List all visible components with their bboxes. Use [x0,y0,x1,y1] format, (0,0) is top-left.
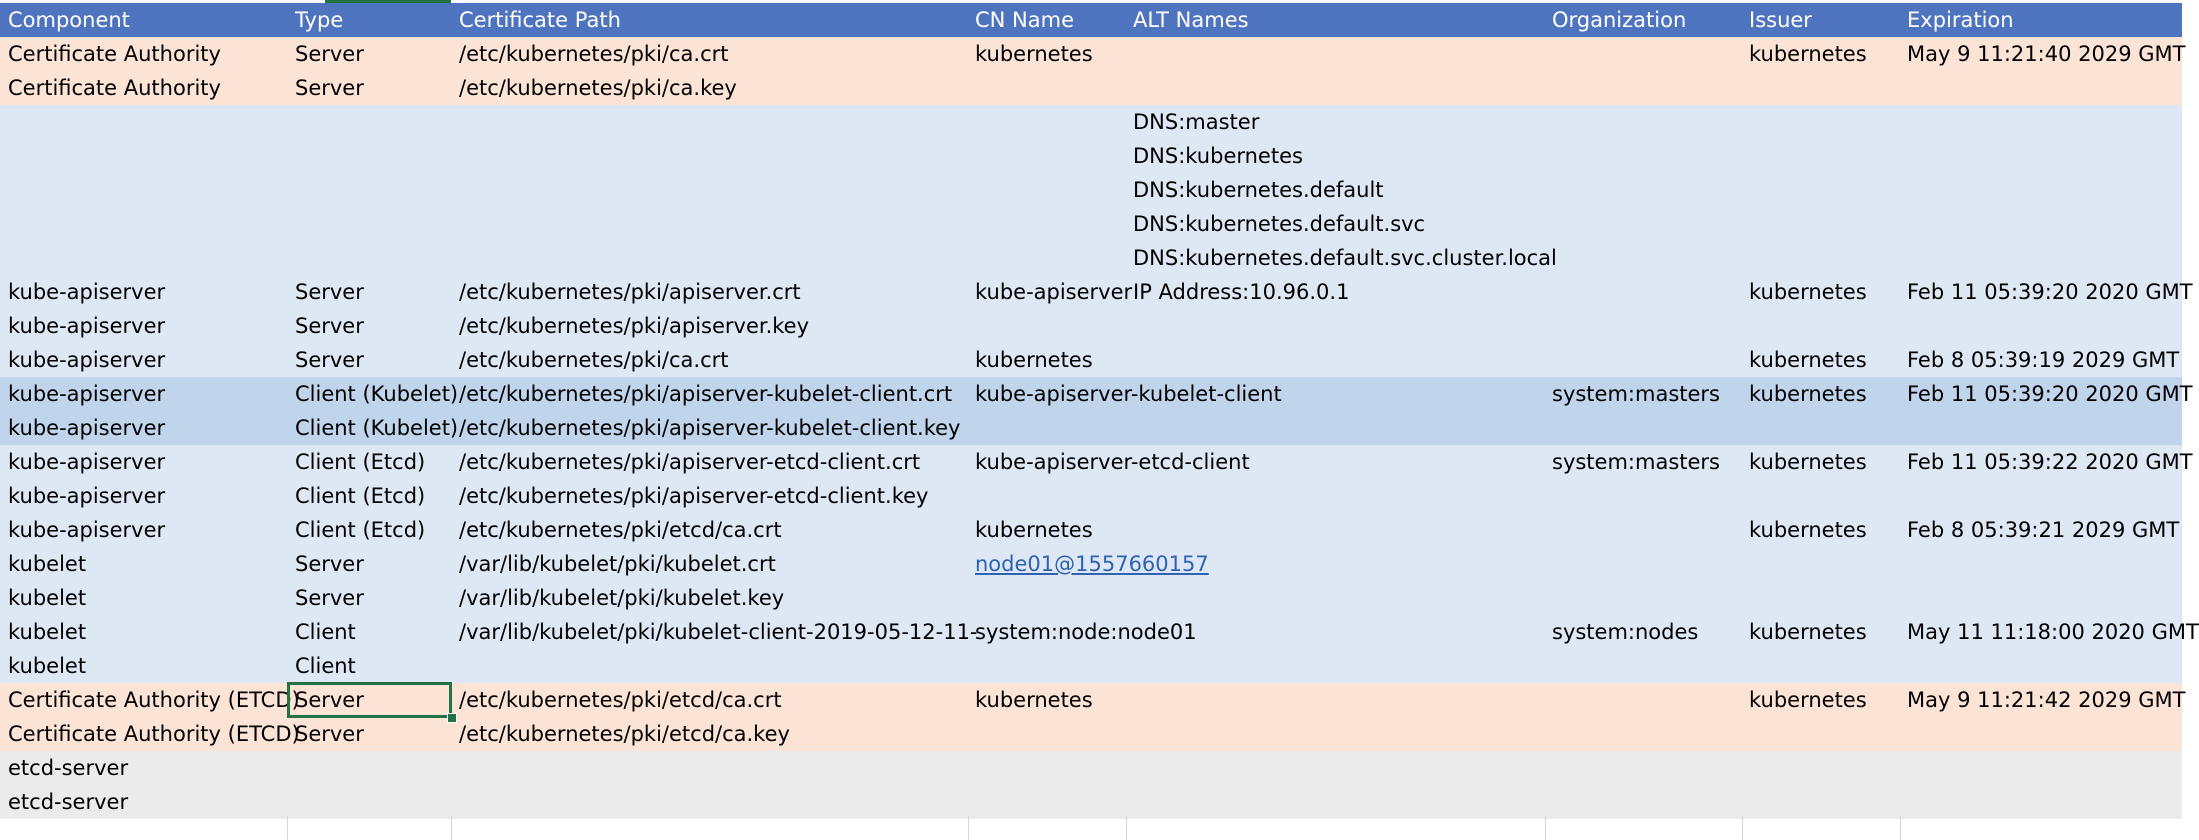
cell-issuer[interactable]: kubernetes [1749,42,1867,66]
column-gridline [451,816,452,840]
cell-cn-name[interactable] [967,717,1125,751]
cell-cn-name[interactable] [967,105,1125,139]
table-row [0,207,2182,241]
table-row [0,343,2182,377]
table-row [0,309,2182,343]
cell-type[interactable]: Server [295,552,364,576]
table-row [0,717,2182,751]
cell-type[interactable]: Server [295,586,364,610]
cell-component[interactable] [0,173,287,207]
table-row [0,275,2193,309]
cell-issuer[interactable] [1741,105,1899,139]
cell-type[interactable]: Client (Etcd) [295,518,426,542]
cell-organization[interactable] [1544,751,1741,785]
cell-organization[interactable] [1544,479,1741,513]
cell-component[interactable] [0,207,287,241]
table-row [0,615,2199,649]
column-header-organization[interactable]: Organization [1552,8,1687,32]
cell-expiration[interactable]: May 9 11:21:42 2029 GMT [1907,688,2186,712]
cell-expiration[interactable] [1899,717,2182,751]
table-row [0,479,2182,513]
cell-expiration[interactable] [1899,581,2182,615]
cell-alt-names[interactable] [1125,377,1544,411]
cell-alt-names[interactable] [1125,513,1544,547]
column-header-alt-names[interactable]: ALT Names [1133,8,1249,32]
cell-cn-name[interactable]: kube-apiserver-kubelet-client [975,382,1282,406]
column-header-type[interactable]: Type [295,8,344,32]
cell-cn-name[interactable]: kubernetes [975,518,1093,542]
cell-organization[interactable] [1544,37,1741,71]
cell-certificate-path[interactable] [451,139,967,173]
cell-organization[interactable] [1544,785,1741,819]
cell-certificate-path[interactable]: /etc/kubernetes/pki/etcd/ca.crt [459,518,782,542]
cell-type[interactable]: Server [295,42,364,66]
cell-organization[interactable]: system:masters [1552,382,1720,406]
cell-alt-names[interactable] [1125,717,1544,751]
cell-organization[interactable] [1544,173,1741,207]
cell-alt-names[interactable]: DNS:kubernetes [1133,144,1303,168]
cell-expiration[interactable] [1899,241,2182,275]
table-row [0,105,2182,139]
cell-alt-names[interactable] [1125,445,1544,479]
cell-issuer[interactable] [1741,547,1899,581]
cell-issuer[interactable] [1741,479,1899,513]
cell-cn-name[interactable]: kube-apiserver-etcd-client [975,450,1250,474]
cell-alt-names[interactable]: DNS:master [1133,110,1260,134]
cell-alt-names[interactable] [1125,343,1544,377]
cell-alt-names[interactable] [1125,479,1544,513]
cell-type[interactable] [287,173,451,207]
table-row [0,71,2182,105]
cell-type[interactable]: Client (Etcd) [295,484,426,508]
cell-certificate-path[interactable]: /etc/kubernetes/pki/ca.crt [459,42,729,66]
column-gridline [1126,816,1127,840]
cell-cn-name[interactable] [967,751,1125,785]
cell-certificate-path[interactable]: /etc/kubernetes/pki/apiserver-kubelet-client.key [459,416,961,440]
column-header-component[interactable]: Component [8,8,130,32]
cell-alt-names[interactable] [1125,37,1544,71]
cell-organization[interactable] [1544,343,1741,377]
cell-expiration[interactable]: Feb 11 05:39:22 2020 GMT [1907,450,2193,474]
cell-component[interactable]: kube-apiserver [8,280,166,304]
cell-cn-name[interactable]: system:node:node01 [975,620,1197,644]
cell-type[interactable]: Server [295,722,364,746]
cell-expiration[interactable]: May 9 11:21:40 2029 GMT [1907,42,2186,66]
column-gridline [1900,816,1901,840]
cell-organization[interactable] [1544,581,1741,615]
cell-cn-name[interactable] [967,173,1125,207]
table-row [0,173,2182,207]
table-row [0,411,2182,445]
cell-issuer[interactable] [1741,173,1899,207]
table-row [0,785,2182,819]
cell-cn-name[interactable] [967,411,1125,445]
cell-organization[interactable] [1544,309,1741,343]
table-row [0,241,2182,275]
cell-component[interactable]: kubelet [8,586,87,610]
cell-certificate-path[interactable] [451,207,967,241]
fill-handle[interactable] [447,713,457,723]
column-gridline [287,816,288,840]
cell-alt-names[interactable] [1125,411,1544,445]
cell-certificate-path[interactable]: /etc/kubernetes/pki/ca.crt [459,348,729,372]
cell-expiration[interactable]: Feb 8 05:39:19 2029 GMT [1907,348,2180,372]
cell-alt-names[interactable] [1125,615,1544,649]
cell-expiration[interactable] [1899,207,2182,241]
cell-cn-name[interactable] [967,309,1125,343]
cell-component[interactable]: Certificate Authority (ETCD) [8,688,300,712]
cell-issuer[interactable]: kubernetes [1749,280,1867,304]
cell-expiration[interactable] [1899,649,2182,683]
cell-component[interactable]: kube-apiserver [8,450,166,474]
cell-certificate-path[interactable] [451,173,967,207]
cell-organization[interactable]: system:masters [1552,450,1720,474]
cell-component[interactable]: etcd-server [8,756,129,780]
cell-alt-names[interactable]: IP Address:10.96.0.1 [1133,280,1350,304]
cell-organization[interactable] [1544,547,1741,581]
cell-cn-name[interactable]: kubernetes [975,688,1093,712]
cell-expiration[interactable] [1899,105,2182,139]
cell-issuer[interactable] [1741,309,1899,343]
cell-alt-names[interactable] [1125,309,1544,343]
cell-issuer[interactable] [1741,785,1899,819]
column-gridline [1545,816,1546,840]
cell-organization[interactable] [1544,207,1741,241]
cell-expiration[interactable] [1899,139,2182,173]
cell-issuer[interactable]: kubernetes [1749,450,1867,474]
cell-alt-names[interactable] [1125,547,1544,581]
cell-certificate-path[interactable]: /var/lib/kubelet/pki/kubelet-client-2019-05-12-11- [459,620,978,644]
cell-issuer[interactable] [1741,411,1899,445]
cell-cn-name[interactable] [967,649,1125,683]
cell-type[interactable]: Client (Kubelet) [295,382,459,406]
cell-organization[interactable] [1544,71,1741,105]
cell-expiration[interactable]: Feb 11 05:39:20 2020 GMT [1907,382,2193,406]
cell-component[interactable]: etcd-server [8,790,129,814]
cell-expiration[interactable]: Feb 11 05:39:20 2020 GMT [1907,280,2193,304]
cell-component[interactable]: kube-apiserver [8,348,166,372]
cell-issuer[interactable]: kubernetes [1749,518,1867,542]
table-row [0,547,2182,581]
cell-organization[interactable] [1544,139,1741,173]
cell-organization[interactable] [1544,411,1741,445]
cell-organization[interactable] [1544,513,1741,547]
cell-certificate-path[interactable] [451,785,967,819]
cell-alt-names[interactable] [1125,649,1544,683]
cell-component[interactable]: Certificate Authority (ETCD) [8,722,300,746]
cell-type[interactable]: Client (Kubelet) [295,416,459,440]
cell-alt-names[interactable] [1125,581,1544,615]
cell-certificate-path[interactable] [451,241,967,275]
cell-organization[interactable]: system:nodes [1552,620,1699,644]
cell-issuer[interactable] [1741,207,1899,241]
header-row [0,3,2182,37]
table-row [0,649,2182,683]
cell-certificate-path[interactable] [451,105,967,139]
cell-type[interactable] [287,241,451,275]
table-row [0,377,2193,411]
cell-certificate-path[interactable]: /etc/kubernetes/pki/apiserver-etcd-client.crt [459,450,921,474]
cell-alt-names[interactable] [1125,785,1544,819]
cell-type[interactable] [287,139,451,173]
cell-type[interactable]: Server [295,280,364,304]
cell-type[interactable] [287,785,451,819]
cell-component[interactable]: Certificate Authority [8,42,221,66]
cell-type[interactable]: Server [295,688,364,712]
cell-alt-names[interactable] [1125,71,1544,105]
table-row [0,37,2186,71]
cell-certificate-path[interactable]: /etc/kubernetes/pki/ca.key [459,76,737,100]
cell-type[interactable] [287,105,451,139]
cell-alt-names[interactable] [1125,751,1544,785]
cell-component[interactable]: kubelet [8,654,87,678]
column-header-expiration[interactable]: Expiration [1907,8,2014,32]
cell-issuer[interactable]: kubernetes [1749,688,1867,712]
cell-certificate-path[interactable] [451,649,967,683]
column-header-issuer[interactable]: Issuer [1749,8,1812,32]
cell-alt-names[interactable]: DNS:kubernetes.default.svc.cluster.local [1133,246,1557,270]
cell-certificate-path[interactable] [451,751,967,785]
cell-issuer[interactable] [1741,751,1899,785]
cell-organization[interactable] [1544,717,1741,751]
cell-component[interactable]: kubelet [8,620,87,644]
cell-cn-name[interactable] [967,207,1125,241]
cell-organization[interactable] [1544,649,1741,683]
cell-expiration[interactable] [1899,547,2182,581]
table-row [0,751,2182,785]
cell-cn-name[interactable] [967,785,1125,819]
cell-certificate-path[interactable]: /etc/kubernetes/pki/apiserver.key [459,314,810,338]
cell-expiration[interactable] [1899,71,2182,105]
cell-issuer[interactable] [1741,649,1899,683]
cell-component[interactable]: Certificate Authority [8,76,221,100]
cell-component[interactable]: kube-apiserver [8,518,166,542]
cell-issuer[interactable] [1741,717,1899,751]
cell-issuer[interactable]: kubernetes [1749,348,1867,372]
cell-expiration[interactable] [1899,751,2182,785]
cell-expiration[interactable]: Feb 8 05:39:21 2029 GMT [1907,518,2180,542]
cell-issuer[interactable] [1741,581,1899,615]
cell-cn-name[interactable] [967,581,1125,615]
cell-component[interactable] [0,241,287,275]
cell-type[interactable]: Client (Etcd) [295,450,426,474]
cell-organization[interactable] [1544,275,1741,309]
cell-certificate-path[interactable]: /etc/kubernetes/pki/etcd/ca.crt [459,688,782,712]
cell-cn-name[interactable] [967,241,1125,275]
cell-expiration[interactable]: May 11 11:18:00 2020 GMT [1907,620,2199,644]
cell-cn-name[interactable]: kubernetes [975,42,1093,66]
cell-component[interactable]: kube-apiserver [8,382,166,406]
cell-cn-name[interactable] [967,71,1125,105]
table-row [0,683,2186,717]
cell-component[interactable]: kube-apiserver [8,484,166,508]
cell-type[interactable]: Server [295,314,364,338]
table-row [0,445,2193,479]
cell-type[interactable]: Server [295,348,364,372]
cell-certificate-path[interactable]: /etc/kubernetes/pki/apiserver.crt [459,280,801,304]
cell-issuer[interactable] [1741,71,1899,105]
column-header-certificate-path[interactable]: Certificate Path [459,8,621,32]
cell-certificate-path[interactable]: /etc/kubernetes/pki/etcd/ca.key [459,722,790,746]
cell-organization[interactable] [1544,241,1741,275]
cell-type[interactable]: Client [295,654,356,678]
cell-component[interactable]: kube-apiserver [8,416,166,440]
table-row [0,581,2182,615]
cell-issuer[interactable]: kubernetes [1749,620,1867,644]
cell-expiration[interactable] [1899,309,2182,343]
cell-cn-name[interactable]: kubernetes [975,348,1093,372]
cell-expiration[interactable] [1899,411,2182,445]
cell-cn-name[interactable]: kube-apiserver [975,280,1133,304]
cell-certificate-path[interactable]: /var/lib/kubelet/pki/kubelet.crt [459,552,776,576]
cell-certificate-path[interactable]: /var/lib/kubelet/pki/kubelet.key [459,586,785,610]
cell-alt-names[interactable] [1125,683,1544,717]
cell-expiration[interactable] [1899,479,2182,513]
cell-component[interactable]: kube-apiserver [8,314,166,338]
cell-component[interactable]: kubelet [8,552,87,576]
cell-cn-name[interactable] [967,479,1125,513]
cell-cn-name[interactable] [967,139,1125,173]
cell-component[interactable] [0,105,287,139]
cell-alt-names[interactable]: DNS:kubernetes.default.svc [1133,212,1426,236]
cell-organization[interactable] [1544,105,1741,139]
cell-expiration[interactable] [1899,785,2182,819]
cell-certificate-path[interactable]: /etc/kubernetes/pki/apiserver-kubelet-client.crt [459,382,953,406]
column-gridline [1742,816,1743,840]
cell-type[interactable]: Server [295,76,364,100]
column-gridline [968,816,969,840]
table-row [0,513,2182,547]
table-row [0,139,2182,173]
cell-issuer[interactable] [1741,139,1899,173]
cell-type[interactable]: Client [295,620,356,644]
cell-alt-names[interactable]: DNS:kubernetes.default [1133,178,1384,202]
cell-component[interactable] [0,139,287,173]
cell-certificate-path[interactable]: /etc/kubernetes/pki/apiserver-etcd-client.key [459,484,929,508]
cell-issuer[interactable] [1741,241,1899,275]
hyperlink[interactable]: node01@1557660157 [975,552,1209,576]
cell-issuer[interactable]: kubernetes [1749,382,1867,406]
column-header-cn-name[interactable]: CN Name [975,8,1075,32]
cell-type[interactable] [287,751,451,785]
cell-organization[interactable] [1544,683,1741,717]
cell-type[interactable] [287,207,451,241]
cell-cn-name[interactable] [967,547,1209,581]
cell-expiration[interactable] [1899,173,2182,207]
